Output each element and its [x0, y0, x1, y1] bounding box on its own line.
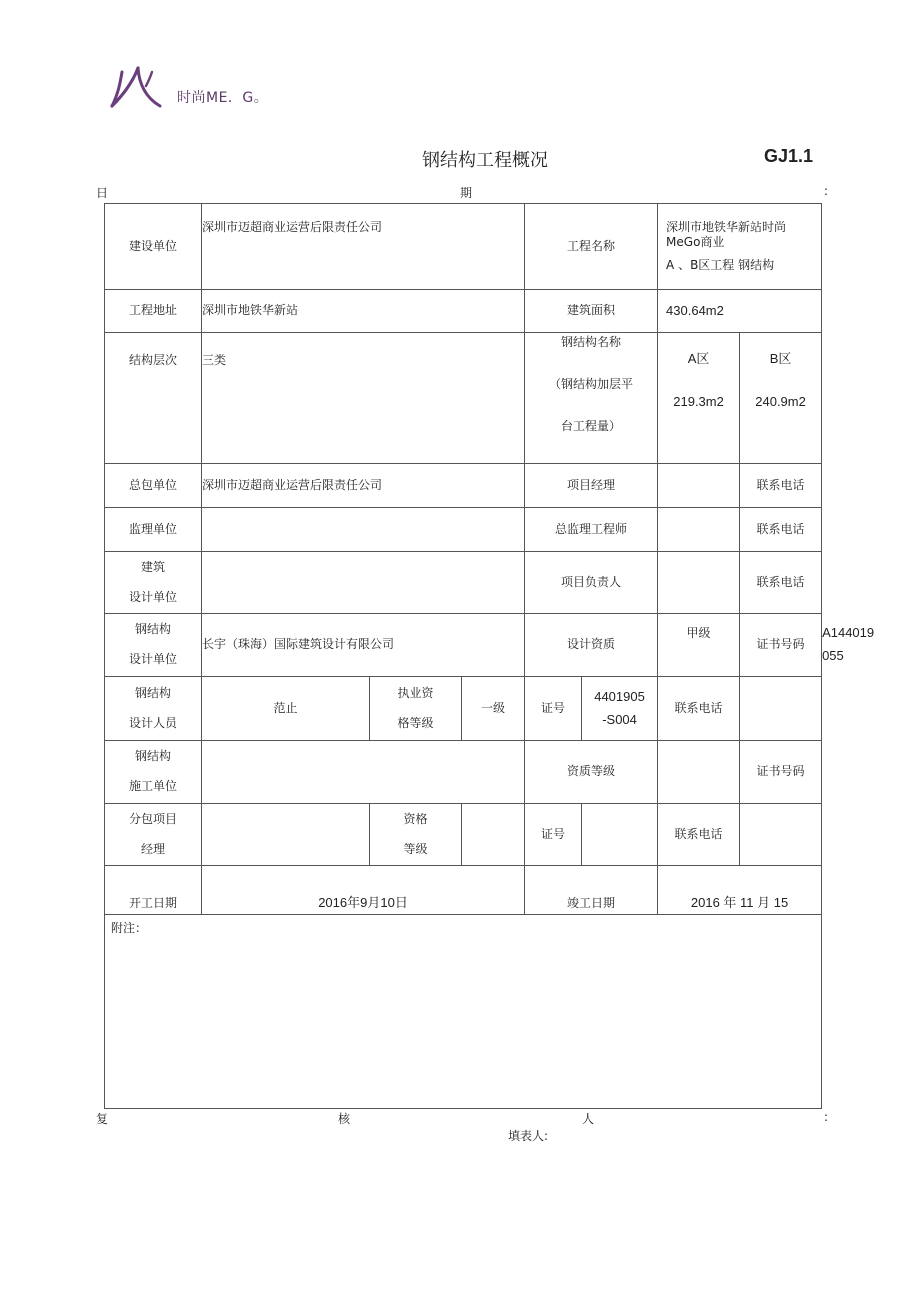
value-dizhi: 深圳市地铁华新站	[202, 290, 525, 333]
value-kaigong: 2016年9月10日	[202, 866, 525, 915]
b-zone-area: 240.9m2	[755, 394, 806, 410]
form-code: GJ1.1	[764, 146, 814, 166]
label-cengci: 结构层次	[105, 333, 202, 464]
value-zhenghao	[582, 677, 658, 741]
gjs-name-line1: 钢结构名称	[561, 335, 622, 349]
shigong-line2: 施工单位	[128, 779, 177, 794]
b-zone-name: B区	[769, 351, 792, 366]
value-jianli	[202, 508, 525, 552]
reviewer-row	[96, 1110, 830, 1128]
value-jianshe: 深圳市迈超商业运营后限责任公司	[202, 204, 525, 290]
label-xiangmu-fuzeren: 项目负责人	[525, 552, 658, 614]
label-kaigong: 开工日期	[105, 866, 202, 915]
zhenghao-line1: 4401905	[594, 688, 645, 704]
cell-b-zone	[740, 333, 822, 464]
zhenghao-line2: -S004	[602, 711, 637, 727]
value-mianji: 430.64m2	[658, 290, 822, 333]
label-fenbao	[105, 804, 202, 866]
row-gjs-renyuan	[105, 677, 822, 741]
value-zizhi-dengji	[658, 741, 740, 804]
row-fuzhu	[105, 915, 822, 1109]
fenbao-zige-line1: 资格	[403, 811, 428, 826]
value-zongbao: 深圳市迈超商业运营后限责任公司	[202, 464, 525, 508]
date-label-ri: 日	[96, 186, 109, 200]
label-jungong: 竣工日期	[525, 866, 658, 915]
value-zhiye-level: 一级	[462, 677, 525, 741]
value-renyuan-phone	[740, 677, 822, 741]
reviewer-ren: 人	[582, 1112, 595, 1126]
label-dizhi: 工程地址	[105, 290, 202, 333]
reviewer-colon: :	[824, 1110, 829, 1124]
label-gjs-sheji	[105, 614, 202, 677]
value-fenbao-name	[202, 804, 370, 866]
row-zongbao	[105, 464, 822, 508]
gjs-name-line3: 台工程量）	[561, 419, 622, 434]
label-shigong-zhengshu: 证书号码	[740, 741, 822, 804]
label-gjs-shigong	[105, 741, 202, 804]
row-jianzhu-sheji	[105, 552, 822, 614]
a-zone-name: A区	[687, 351, 710, 366]
jianzhu-line1: 建筑	[140, 559, 165, 574]
renyuan-line1: 钢结构	[134, 685, 171, 700]
page-title: 钢结构工程概况	[422, 150, 548, 171]
label-gongcheng-mingcheng: 工程名称	[525, 204, 658, 290]
date-colon: :	[824, 184, 829, 198]
fenbao-line2: 经理	[140, 841, 165, 856]
value-zongjian	[658, 508, 740, 552]
value-fenbao-phone	[740, 804, 822, 866]
label-fenbao-zhenghao: 证号	[525, 804, 582, 866]
fenbao-zige-line2: 等级	[403, 841, 428, 856]
label-jianli: 监理单位	[105, 508, 202, 552]
label-renyuan-phone: 联系电话	[658, 677, 740, 741]
value-xiangmu-jingli	[658, 464, 740, 508]
label-xiangmu-jingli: 项目经理	[525, 464, 658, 508]
value-cengci: 三类	[202, 333, 525, 464]
filler-label: 填表人:	[508, 1129, 549, 1143]
cell-a-zone	[658, 333, 740, 464]
row-cengci	[105, 333, 822, 464]
fire-glyph-logo-icon	[108, 62, 168, 114]
value-renyuan-name: 范止	[202, 677, 370, 741]
label-gjs-renyuan	[105, 677, 202, 741]
gjs-sheji-line2: 设计单位	[128, 652, 177, 667]
project-overview-table	[104, 203, 875, 1109]
notes-cell	[105, 915, 822, 1109]
value-fenbao-zige	[462, 804, 525, 866]
label-jianzhu-phone: 联系电话	[740, 552, 822, 614]
label-fenbao-zige	[370, 804, 462, 866]
label-mianji: 建筑面积	[525, 290, 658, 333]
row-riqi	[105, 866, 822, 915]
value-xiangmu-fuzeren	[658, 552, 740, 614]
gjs-name-line2: （钢结构加层平	[549, 377, 634, 392]
label-zizhi-dengji: 资质等级	[525, 741, 658, 804]
row-gjs-shigong	[105, 741, 822, 804]
value-fenbao-zhenghao	[582, 804, 658, 866]
value-jianzhu-sheji	[202, 552, 525, 614]
label-zhenghao: 证号	[525, 677, 582, 741]
date-label-qi: 期	[460, 186, 473, 200]
value-sheji-zizhi: 甲级	[658, 614, 740, 677]
logo-text: 时尚ME．G。	[177, 90, 269, 106]
zhiye-line2: 格等级	[397, 715, 434, 730]
row-jianshe	[105, 204, 822, 290]
label-sheji-zizhi: 设计资质	[525, 614, 658, 677]
gjs-sheji-line1: 钢结构	[134, 622, 171, 636]
label-jianli-phone: 联系电话	[740, 508, 822, 552]
label-zhiye-zige	[370, 677, 462, 741]
reviewer-he: 核	[338, 1112, 351, 1126]
label-fenbao-phone: 联系电话	[658, 804, 740, 866]
label-gjs-mingcheng	[525, 333, 658, 464]
project-name-line1: 深圳市地铁华新站时尚 MeGo商业	[666, 219, 811, 250]
row-jianli	[105, 508, 822, 552]
a-zone-area: 219.3m2	[673, 394, 724, 410]
label-zongjian: 总监理工程师	[525, 508, 658, 552]
project-name-line2: A 、B区工程 钢结构	[666, 257, 775, 272]
label-zongbao-phone: 联系电话	[740, 464, 822, 508]
value-gjs-sheji: 长宇（珠海）国际建筑设计有限公司	[202, 614, 525, 677]
label-zongbao: 总包单位	[105, 464, 202, 508]
date-row	[96, 184, 830, 202]
label-gjs-zhengshu: 证书号码	[740, 614, 822, 677]
value-gjs-shigong	[202, 741, 525, 804]
zhiye-line1: 执业资	[397, 685, 434, 700]
label-jianshe: 建设单位	[105, 204, 202, 290]
reviewer-fu: 复	[96, 1112, 109, 1126]
row-dizhi	[105, 290, 822, 333]
label-fuzhu: 附注：	[111, 921, 148, 935]
fenbao-line1: 分包项目	[128, 811, 177, 826]
label-jianzhu-sheji	[105, 552, 202, 614]
value-jungong: 2016 年 11 月 15	[658, 866, 822, 915]
jianzhu-line2: 设计单位	[128, 589, 177, 604]
renyuan-line2: 设计人员	[128, 715, 177, 730]
shigong-line1: 钢结构	[134, 749, 171, 763]
value-gongcheng-mingcheng	[658, 204, 822, 290]
row-gjs-sheji: 钢结构 设计单位 长宇（珠海）国际建筑设计有限公司 设计资质 甲级 证书号码 A144019 055	[105, 614, 822, 677]
row-fenbao	[105, 804, 822, 866]
